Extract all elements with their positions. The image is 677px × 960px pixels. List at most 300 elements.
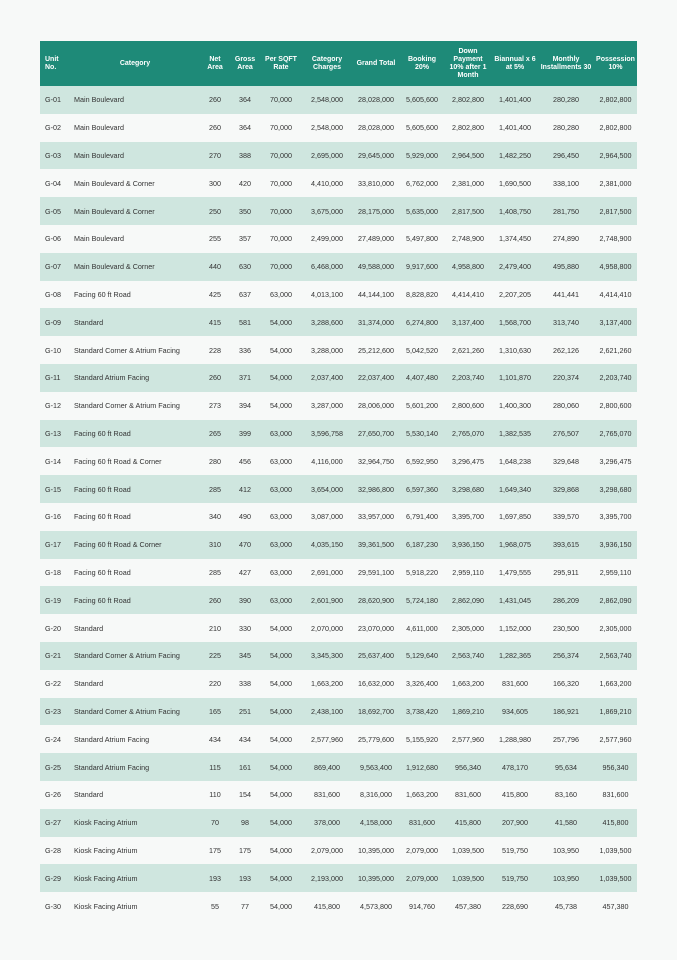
cell-grand-total: 27,650,700	[352, 420, 400, 448]
cell-rate: 63,000	[260, 531, 302, 559]
cell-rate: 54,000	[260, 809, 302, 837]
cell-biannual: 207,900	[492, 809, 538, 837]
cell-monthly: 329,648	[538, 447, 594, 475]
cell-down-payment: 956,340	[444, 753, 492, 781]
cell-monthly: 281,750	[538, 197, 594, 225]
cell-net-area: 270	[200, 142, 230, 170]
cell-grand-total: 9,563,400	[352, 753, 400, 781]
cell-biannual: 1,401,400	[492, 114, 538, 142]
cell-monthly: 495,880	[538, 253, 594, 281]
cell-possession: 2,817,500	[594, 197, 637, 225]
cell-biannual: 1,400,300	[492, 392, 538, 420]
cell-rate: 54,000	[260, 753, 302, 781]
cell-unit: G-16	[40, 503, 70, 531]
cell-rate: 54,000	[260, 781, 302, 809]
header-down-payment: Down Payment 10% after 1 Month	[444, 41, 492, 86]
table-row	[40, 336, 637, 364]
cell-grand-total: 10,395,000	[352, 837, 400, 865]
table-row	[40, 809, 637, 837]
cell-possession: 1,869,210	[594, 698, 637, 726]
cell-category-charges: 415,800	[302, 892, 352, 920]
cell-down-payment: 2,563,740	[444, 642, 492, 670]
cell-monthly: 280,280	[538, 114, 594, 142]
cell-possession: 1,039,500	[594, 837, 637, 865]
cell-biannual: 1,282,365	[492, 642, 538, 670]
cell-down-payment: 2,964,500	[444, 142, 492, 170]
cell-category-charges: 3,596,758	[302, 420, 352, 448]
cell-category: Main Boulevard	[70, 86, 200, 114]
cell-net-area: 280	[200, 447, 230, 475]
cell-category: Facing 60 ft Road	[70, 503, 200, 531]
cell-gross-area: 399	[230, 420, 260, 448]
cell-category-charges: 4,116,000	[302, 447, 352, 475]
cell-possession: 3,137,400	[594, 308, 637, 336]
cell-unit: G-23	[40, 698, 70, 726]
cell-monthly: 83,160	[538, 781, 594, 809]
cell-grand-total: 18,692,700	[352, 698, 400, 726]
cell-category: Standard	[70, 614, 200, 642]
cell-possession: 2,964,500	[594, 142, 637, 170]
cell-gross-area: 364	[230, 86, 260, 114]
cell-rate: 70,000	[260, 253, 302, 281]
cell-category-charges: 2,548,000	[302, 86, 352, 114]
cell-monthly: 220,374	[538, 364, 594, 392]
cell-net-area: 220	[200, 670, 230, 698]
cell-monthly: 230,500	[538, 614, 594, 642]
cell-net-area: 265	[200, 420, 230, 448]
cell-net-area: 273	[200, 392, 230, 420]
cell-down-payment: 3,936,150	[444, 531, 492, 559]
cell-unit: G-04	[40, 169, 70, 197]
cell-gross-area: 338	[230, 670, 260, 698]
cell-net-area: 115	[200, 753, 230, 781]
cell-booking: 8,828,820	[400, 281, 444, 309]
cell-grand-total: 49,588,000	[352, 253, 400, 281]
cell-category-charges: 3,675,000	[302, 197, 352, 225]
cell-down-payment: 3,296,475	[444, 447, 492, 475]
table-row	[40, 670, 637, 698]
cell-gross-area: 637	[230, 281, 260, 309]
cell-unit: G-14	[40, 447, 70, 475]
cell-grand-total: 28,006,000	[352, 392, 400, 420]
cell-category: Main Boulevard	[70, 225, 200, 253]
header-category-charges: Category Charges	[302, 41, 352, 86]
cell-category-charges: 2,577,960	[302, 725, 352, 753]
cell-unit: G-01	[40, 86, 70, 114]
cell-possession: 457,380	[594, 892, 637, 920]
cell-grand-total: 33,957,000	[352, 503, 400, 531]
header-biannual: Biannual x 6 at 5%	[492, 41, 538, 86]
cell-gross-area: 251	[230, 698, 260, 726]
cell-down-payment: 4,414,410	[444, 281, 492, 309]
cell-rate: 70,000	[260, 225, 302, 253]
cell-net-area: 434	[200, 725, 230, 753]
cell-possession: 3,395,700	[594, 503, 637, 531]
cell-booking: 5,042,520	[400, 336, 444, 364]
cell-grand-total: 39,361,500	[352, 531, 400, 559]
cell-gross-area: 434	[230, 725, 260, 753]
cell-rate: 63,000	[260, 447, 302, 475]
cell-grand-total: 32,986,800	[352, 475, 400, 503]
cell-possession: 4,414,410	[594, 281, 637, 309]
cell-grand-total: 27,489,000	[352, 225, 400, 253]
cell-booking: 5,530,140	[400, 420, 444, 448]
cell-monthly: 339,570	[538, 503, 594, 531]
table-row	[40, 642, 637, 670]
cell-monthly: 295,911	[538, 559, 594, 587]
table-row	[40, 225, 637, 253]
cell-biannual: 519,750	[492, 837, 538, 865]
cell-net-area: 255	[200, 225, 230, 253]
cell-category-charges: 4,410,000	[302, 169, 352, 197]
cell-possession: 2,802,800	[594, 86, 637, 114]
cell-possession: 1,039,500	[594, 864, 637, 892]
cell-possession: 3,296,475	[594, 447, 637, 475]
cell-down-payment: 4,958,800	[444, 253, 492, 281]
cell-gross-area: 427	[230, 559, 260, 587]
cell-monthly: 166,320	[538, 670, 594, 698]
cell-grand-total: 29,591,100	[352, 559, 400, 587]
cell-down-payment: 1,039,500	[444, 864, 492, 892]
table-header	[40, 41, 637, 86]
cell-monthly: 276,507	[538, 420, 594, 448]
cell-unit: G-09	[40, 308, 70, 336]
cell-category: Standard	[70, 308, 200, 336]
cell-booking: 1,912,680	[400, 753, 444, 781]
cell-down-payment: 2,862,090	[444, 586, 492, 614]
cell-down-payment: 2,621,260	[444, 336, 492, 364]
cell-rate: 54,000	[260, 364, 302, 392]
cell-grand-total: 23,070,000	[352, 614, 400, 642]
header-gross-area: Gross Area	[230, 41, 260, 86]
cell-category-charges: 3,288,600	[302, 308, 352, 336]
cell-category-charges: 2,499,000	[302, 225, 352, 253]
cell-biannual: 1,101,870	[492, 364, 538, 392]
cell-unit: G-10	[40, 336, 70, 364]
cell-category-charges: 378,000	[302, 809, 352, 837]
cell-biannual: 415,800	[492, 781, 538, 809]
cell-rate: 54,000	[260, 892, 302, 920]
cell-possession: 2,563,740	[594, 642, 637, 670]
table-row	[40, 114, 637, 142]
cell-rate: 63,000	[260, 281, 302, 309]
cell-grand-total: 32,964,750	[352, 447, 400, 475]
cell-gross-area: 388	[230, 142, 260, 170]
header-category: Category	[70, 41, 200, 86]
cell-rate: 63,000	[260, 420, 302, 448]
cell-unit: G-08	[40, 281, 70, 309]
cell-category: Standard Atrium Facing	[70, 753, 200, 781]
cell-category: Main Boulevard	[70, 142, 200, 170]
cell-unit: G-15	[40, 475, 70, 503]
cell-monthly: 393,615	[538, 531, 594, 559]
cell-biannual: 1,288,980	[492, 725, 538, 753]
cell-monthly: 338,100	[538, 169, 594, 197]
cell-possession: 3,298,680	[594, 475, 637, 503]
cell-booking: 2,079,000	[400, 864, 444, 892]
cell-gross-area: 456	[230, 447, 260, 475]
cell-unit: G-27	[40, 809, 70, 837]
cell-category: Facing 60 ft Road	[70, 559, 200, 587]
table-row	[40, 392, 637, 420]
cell-category: Main Boulevard & Corner	[70, 253, 200, 281]
table-row	[40, 281, 637, 309]
cell-booking: 6,187,230	[400, 531, 444, 559]
cell-gross-area: 581	[230, 308, 260, 336]
cell-biannual: 1,648,238	[492, 447, 538, 475]
cell-biannual: 1,690,500	[492, 169, 538, 197]
cell-category-charges: 2,438,100	[302, 698, 352, 726]
cell-biannual: 1,649,340	[492, 475, 538, 503]
header-grand-total: Grand Total	[352, 41, 400, 86]
cell-gross-area: 412	[230, 475, 260, 503]
cell-down-payment: 3,395,700	[444, 503, 492, 531]
cell-category: Main Boulevard & Corner	[70, 197, 200, 225]
cell-booking: 914,760	[400, 892, 444, 920]
cell-category-charges: 2,548,000	[302, 114, 352, 142]
table-row	[40, 614, 637, 642]
cell-gross-area: 345	[230, 642, 260, 670]
cell-rate: 54,000	[260, 837, 302, 865]
cell-net-area: 260	[200, 586, 230, 614]
cell-category: Standard Corner & Atrium Facing	[70, 336, 200, 364]
cell-gross-area: 364	[230, 114, 260, 142]
cell-biannual: 831,600	[492, 670, 538, 698]
cell-booking: 1,663,200	[400, 781, 444, 809]
cell-net-area: 260	[200, 86, 230, 114]
cell-rate: 63,000	[260, 503, 302, 531]
cell-gross-area: 420	[230, 169, 260, 197]
cell-down-payment: 2,959,110	[444, 559, 492, 587]
cell-category-charges: 2,070,000	[302, 614, 352, 642]
cell-category: Standard Corner & Atrium Facing	[70, 392, 200, 420]
cell-gross-area: 490	[230, 503, 260, 531]
cell-unit: G-21	[40, 642, 70, 670]
cell-category-charges: 2,695,000	[302, 142, 352, 170]
cell-unit: G-24	[40, 725, 70, 753]
cell-net-area: 260	[200, 114, 230, 142]
cell-down-payment: 415,800	[444, 809, 492, 837]
table-row	[40, 475, 637, 503]
table-row	[40, 698, 637, 726]
cell-gross-area: 161	[230, 753, 260, 781]
cell-net-area: 260	[200, 364, 230, 392]
cell-net-area: 340	[200, 503, 230, 531]
cell-rate: 70,000	[260, 86, 302, 114]
cell-biannual: 1,401,400	[492, 86, 538, 114]
cell-category-charges: 869,400	[302, 753, 352, 781]
cell-unit: G-18	[40, 559, 70, 587]
cell-possession: 831,600	[594, 781, 637, 809]
cell-gross-area: 175	[230, 837, 260, 865]
cell-grand-total: 8,316,000	[352, 781, 400, 809]
header-unit: Unit No.	[40, 41, 70, 86]
cell-down-payment: 1,663,200	[444, 670, 492, 698]
cell-gross-area: 350	[230, 197, 260, 225]
cell-category-charges: 4,035,150	[302, 531, 352, 559]
cell-biannual: 1,479,555	[492, 559, 538, 587]
cell-monthly: 313,740	[538, 308, 594, 336]
cell-biannual: 1,382,535	[492, 420, 538, 448]
cell-rate: 54,000	[260, 308, 302, 336]
cell-down-payment: 2,802,800	[444, 86, 492, 114]
cell-down-payment: 2,577,960	[444, 725, 492, 753]
cell-category: Standard	[70, 670, 200, 698]
table-row	[40, 420, 637, 448]
cell-biannual: 1,152,000	[492, 614, 538, 642]
cell-monthly: 280,060	[538, 392, 594, 420]
cell-grand-total: 28,620,900	[352, 586, 400, 614]
table-row	[40, 864, 637, 892]
table-row	[40, 892, 637, 920]
cell-category-charges: 6,468,000	[302, 253, 352, 281]
cell-grand-total: 28,175,000	[352, 197, 400, 225]
cell-unit: G-13	[40, 420, 70, 448]
cell-unit: G-19	[40, 586, 70, 614]
cell-rate: 54,000	[260, 336, 302, 364]
cell-gross-area: 371	[230, 364, 260, 392]
cell-monthly: 95,634	[538, 753, 594, 781]
cell-monthly: 280,280	[538, 86, 594, 114]
cell-down-payment: 1,039,500	[444, 837, 492, 865]
cell-net-area: 70	[200, 809, 230, 837]
cell-gross-area: 394	[230, 392, 260, 420]
cell-gross-area: 470	[230, 531, 260, 559]
cell-category: Main Boulevard & Corner	[70, 169, 200, 197]
cell-category: Facing 60 ft Road & Corner	[70, 447, 200, 475]
cell-possession: 2,765,070	[594, 420, 637, 448]
cell-net-area: 440	[200, 253, 230, 281]
cell-monthly: 274,890	[538, 225, 594, 253]
cell-grand-total: 22,037,400	[352, 364, 400, 392]
cell-unit: G-26	[40, 781, 70, 809]
cell-monthly: 296,450	[538, 142, 594, 170]
table-row	[40, 531, 637, 559]
cell-booking: 5,129,640	[400, 642, 444, 670]
header-net-area: Net Area	[200, 41, 230, 86]
cell-booking: 4,611,000	[400, 614, 444, 642]
cell-monthly: 45,738	[538, 892, 594, 920]
cell-grand-total: 16,632,000	[352, 670, 400, 698]
cell-monthly: 257,796	[538, 725, 594, 753]
cell-possession: 2,959,110	[594, 559, 637, 587]
cell-biannual: 2,207,205	[492, 281, 538, 309]
cell-gross-area: 154	[230, 781, 260, 809]
cell-biannual: 1,310,630	[492, 336, 538, 364]
header-rate: Per SQFT Rate	[260, 41, 302, 86]
cell-booking: 3,738,420	[400, 698, 444, 726]
cell-net-area: 110	[200, 781, 230, 809]
cell-rate: 54,000	[260, 670, 302, 698]
cell-possession: 2,305,000	[594, 614, 637, 642]
cell-gross-area: 357	[230, 225, 260, 253]
cell-net-area: 193	[200, 864, 230, 892]
cell-unit: G-07	[40, 253, 70, 281]
cell-possession: 2,748,900	[594, 225, 637, 253]
cell-unit: G-17	[40, 531, 70, 559]
cell-possession: 2,621,260	[594, 336, 637, 364]
cell-booking: 9,917,600	[400, 253, 444, 281]
cell-booking: 5,601,200	[400, 392, 444, 420]
cell-category-charges: 4,013,100	[302, 281, 352, 309]
cell-booking: 5,635,000	[400, 197, 444, 225]
cell-booking: 5,155,920	[400, 725, 444, 753]
table-row	[40, 86, 637, 114]
cell-category-charges: 2,079,000	[302, 837, 352, 865]
cell-gross-area: 630	[230, 253, 260, 281]
table-row	[40, 197, 637, 225]
cell-possession: 2,862,090	[594, 586, 637, 614]
table-row	[40, 725, 637, 753]
header-row	[40, 41, 637, 86]
cell-monthly: 262,126	[538, 336, 594, 364]
cell-biannual: 1,431,045	[492, 586, 538, 614]
cell-unit: G-25	[40, 753, 70, 781]
table-row	[40, 447, 637, 475]
cell-net-area: 225	[200, 642, 230, 670]
cell-category-charges: 2,037,400	[302, 364, 352, 392]
cell-booking: 3,326,400	[400, 670, 444, 698]
cell-rate: 54,000	[260, 698, 302, 726]
cell-rate: 70,000	[260, 169, 302, 197]
cell-rate: 54,000	[260, 642, 302, 670]
cell-net-area: 310	[200, 531, 230, 559]
cell-down-payment: 1,869,210	[444, 698, 492, 726]
cell-grand-total: 10,395,000	[352, 864, 400, 892]
price-table	[40, 41, 637, 920]
cell-category: Facing 60 ft Road	[70, 420, 200, 448]
cell-possession: 2,577,960	[594, 725, 637, 753]
cell-rate: 54,000	[260, 614, 302, 642]
cell-category: Standard Atrium Facing	[70, 364, 200, 392]
cell-category-charges: 3,287,000	[302, 392, 352, 420]
cell-biannual: 1,374,450	[492, 225, 538, 253]
cell-unit: G-30	[40, 892, 70, 920]
cell-down-payment: 2,802,800	[444, 114, 492, 142]
cell-net-area: 415	[200, 308, 230, 336]
cell-category: Standard	[70, 781, 200, 809]
header-possession: Possession 10%	[594, 41, 637, 86]
cell-rate: 70,000	[260, 142, 302, 170]
cell-monthly: 103,950	[538, 837, 594, 865]
cell-biannual: 1,568,700	[492, 308, 538, 336]
cell-monthly: 256,374	[538, 642, 594, 670]
cell-monthly: 41,580	[538, 809, 594, 837]
cell-booking: 4,407,480	[400, 364, 444, 392]
cell-grand-total: 4,158,000	[352, 809, 400, 837]
cell-category: Kiosk Facing Atrium	[70, 892, 200, 920]
cell-net-area: 175	[200, 837, 230, 865]
cell-category-charges: 3,087,000	[302, 503, 352, 531]
cell-down-payment: 2,305,000	[444, 614, 492, 642]
cell-unit: G-05	[40, 197, 70, 225]
table-body	[40, 86, 637, 920]
cell-grand-total: 25,637,400	[352, 642, 400, 670]
cell-grand-total: 31,374,000	[352, 308, 400, 336]
cell-down-payment: 831,600	[444, 781, 492, 809]
cell-possession: 3,936,150	[594, 531, 637, 559]
cell-category-charges: 2,601,900	[302, 586, 352, 614]
cell-net-area: 300	[200, 169, 230, 197]
cell-down-payment: 2,748,900	[444, 225, 492, 253]
cell-grand-total: 29,645,000	[352, 142, 400, 170]
cell-gross-area: 336	[230, 336, 260, 364]
table-row	[40, 142, 637, 170]
cell-unit: G-28	[40, 837, 70, 865]
cell-down-payment: 2,817,500	[444, 197, 492, 225]
cell-down-payment: 3,298,680	[444, 475, 492, 503]
cell-category: Facing 60 ft Road & Corner	[70, 531, 200, 559]
